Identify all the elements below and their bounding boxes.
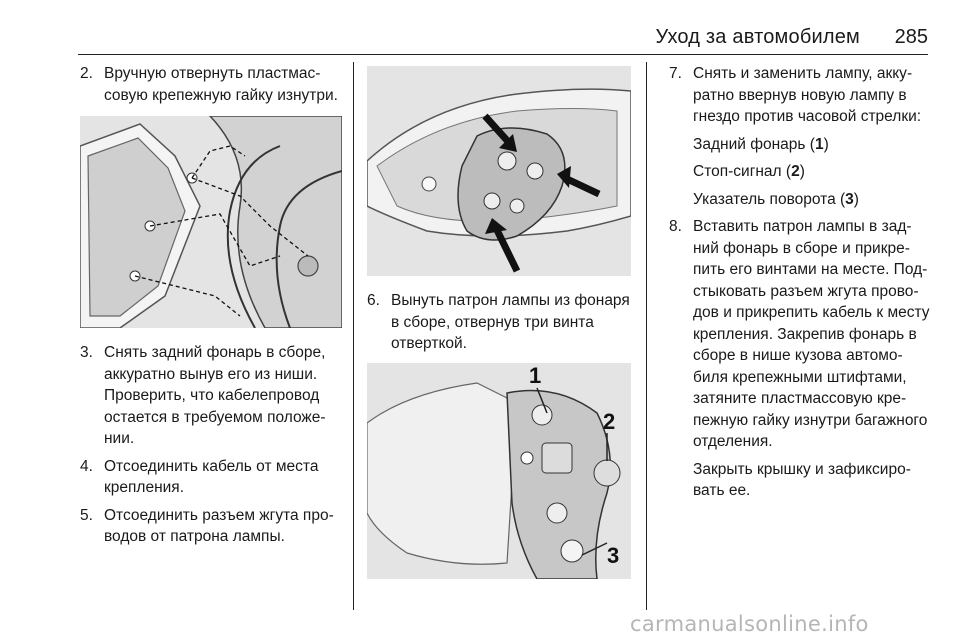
step-number: 4. [80,457,93,475]
header-divider [78,54,928,55]
step-4 [80,456,344,499]
step-text: Вынуть патрон лампы из фонаря в сборе, отвернув три винта отверткой. [391,292,630,352]
step-7 [669,63,931,128]
step-5 [80,505,344,548]
taillight-interior-illustration [80,116,342,328]
step-text: Отсоединить разъем жгута проводов от патрона лампы. [104,506,334,545]
step-number: 6. [367,292,380,309]
column-middle [367,62,635,593]
step-number: 8. [669,218,682,235]
bulb-holder-illustration [367,363,631,579]
page-title: Уход за автомобилем [655,26,860,48]
bulb-stoplight: Стоп-сигнал (2) [693,163,805,180]
step-number: 3. [80,344,93,361]
page-number: 285 [894,26,928,48]
column-divider-right [646,62,647,610]
callout-3: 3 [607,542,620,568]
step-number: 2. [80,65,93,82]
step-text: Вручную отвернуть пластмассовую крепежную гайку изнутри. [104,65,338,104]
callout-2: 2 [603,408,616,434]
step-number: 5. [80,506,93,524]
callout-1: 1 [529,362,542,388]
step-text: Снять и заменить лампу, аккуратно ввернув новую лампу в гнездо против часовой стрелки: [693,65,922,125]
column-right [669,63,931,502]
step-text: Вставить патрон лампы в задний фонарь в сборе и прикрепить его винтами на месте. Подстыковать разъем жгута проводов и прикрепить кабель к месту крепления. Закрепив фонарь в сборе в нише кузова автомобиля крепежными штифтами, затяните пластмассовую крепежную гайку изнутри багажного отделения. [693,218,930,450]
bulb-turn-signal: Указатель поворота (3) [693,190,859,208]
step-3 [80,342,344,450]
step-2 [80,63,344,106]
column-left [80,63,344,554]
closing-instruction: Закрыть крышку и зафиксировать ее. [693,460,911,499]
step-text: Отсоединить кабель от места крепления. [104,457,319,496]
step-number: 7. [669,65,682,82]
bulb-taillight: Задний фонарь (1) [693,135,829,153]
footer-watermark: carmanualsonline.info [630,612,869,636]
column-divider-left [353,62,354,610]
step-text: Снять задний фонарь в сборе, аккуратно вынув его из ниши. Проверить, что кабелепровод остается в требуемом положении. [104,344,326,447]
step-6 [367,290,635,355]
step-8 [669,216,931,453]
taillight-arrows-illustration [367,66,631,276]
